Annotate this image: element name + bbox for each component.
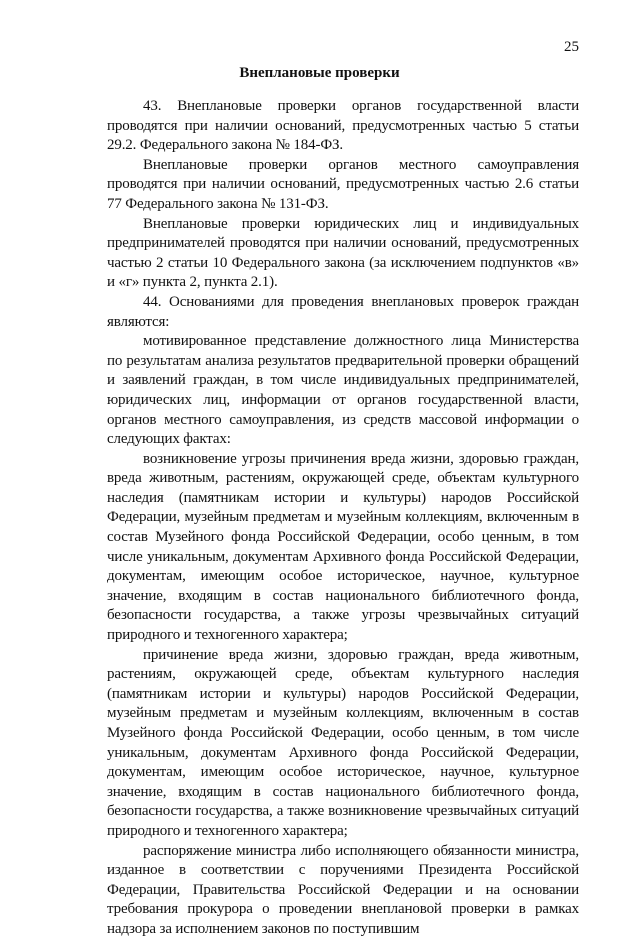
paragraph: причинение вреда жизни, здоровью граждан, вреда животным, растениям, окружающей среде, объектам культурного наследия (памятникам истории и культуры) народов Российской Федерации, музейным предметам и музейным коллекциям, включенным в состав Музейного фонда Российской Федерации, особо ценным, в том числе уникальным, документам Архивного фонда Российской Федерации, документам, имеющим особое историческое, научное, культурное значение, входящим в состав национального библиотечного фонда, безопасности государства, а также возникновение чрезвычайных ситуаций природного и техногенного характера; [107,646,579,839]
paragraph: возникновение угрозы причинения вреда жизни, здоровью граждан, вреда животным, растениям, окружающей среде, объектам культурного наследия (памятникам истории и культуры) народов Российской Федерации, музейным предметам и музейным коллекциям, включенным в состав Музейного фонда Российской Федерации, особо ценным, в том числе уникальным, документам Архивного фонда Российской Федерации, документам, имеющим особое историческое, научное, культурное значение, входящим в состав национального библиотечного фонда, безопасности государства, а также угрозы чрезвычайных ситуаций природного и техногенного характера; [107,450,579,644]
paragraph: 43. Внеплановые проверки органов государственной власти проводятся при наличии оснований, предусмотренных частью 5 статьи 29.2. Федерального закона № 184-ФЗ. [107,98,579,154]
page-number: 25 [564,39,579,55]
paragraph: распоряжение министра либо исполняющего обязанности министра, изданное в соответствии с поручениями Президента Российской Федерации, Правительства Российской Федерации и на основании требования прокурора о проведении внеплановой проверки в рамках надзора за исполнением законов по поступившим [107,842,579,937]
paragraph: мотивированное представление должностного лица Министерства по результатам анализа результатов предварительной проверки обращений и заявлений граждан, в том числе индивидуальных предпринимателей, юридических лиц, информации от органов государственной власти, органов местного самоуправления, из средств массовой информации о следующих фактах: [107,333,579,448]
paragraph: 44. Основаниями для проведения внеплановых проверок граждан являются: [107,293,579,330]
paragraph: Внеплановые проверки юридических лиц и индивидуальных предпринимателей проводятся при наличии оснований, предусмотренных частью 2 статьи 10 Федерального закона (за исключением подпунктов «в» и «г» пункта 2, пункта 2.1). [107,215,579,291]
paragraph: Внеплановые проверки органов местного самоуправления проводятся при наличии оснований, предусмотренных частью 2.6 статьи 77 Федерального закона № 131-ФЗ. [107,156,579,212]
document-body [107,97,579,940]
section-heading: Внеплановые проверки [239,65,400,81]
